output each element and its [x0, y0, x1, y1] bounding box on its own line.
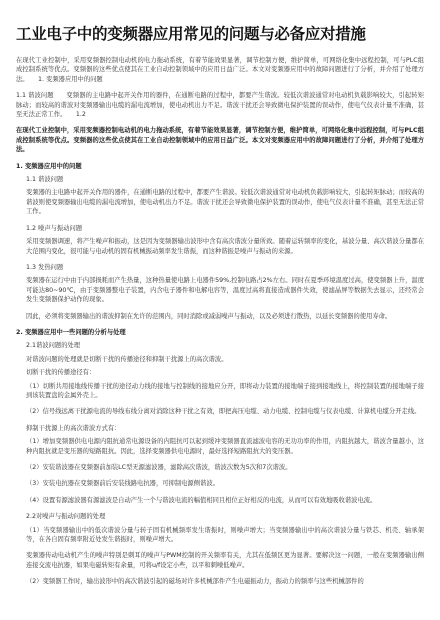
paragraph: 变频器在运行中由于内部损耗而产生热量，这种热量使电路上电器件59%,控制电路占2%左右。同时在夏季环境温度过高，使变频器上升，温度可能达80~90℃，由于变频器整电子装置，内含电子器件和电解电容等，温度过高将直接造成器件失效，使滤晶屏等数据失去显示，还经常会发生变频器保护动作的现象。	[26, 277, 424, 304]
subsection-heading: 2.1谐波问题的处理	[26, 342, 81, 350]
intro-paragraph-2: 1.1 谐波问题 变频器的主电路中起开关作用的器件，在通断电路的过程中，都要产生谐波。较低次谐波通常对电动机负载影响较大，引起转矩脉动；而较高的谐波对变频器输出电缆的漏电流增加，使电动机出力不足。谐波干扰还会导致微电保护装置的误动作，使电气仪表计量不准确，甚至无法正常工作。 1.2	[16, 92, 424, 119]
paragraph: 对谐波问题的处理就是切断干扰的传播途径和抑制干扰源上的高次谐波。	[26, 355, 228, 363]
list-item: （4）设置有源滤波器有源滤波是自动产生一个与谐波电流的幅值相同且相位正好相反的电流，从而可以有效地吸收谐波电流。	[26, 496, 377, 504]
subsection-heading: 2.2对噪声与振动问题的处理	[26, 513, 106, 521]
list-item: （2）安装谐波器在变频器前加装LC型无源滤波器，滤除高次谐波，谐波次数为5次和7次谐波。	[26, 464, 292, 471]
list-item: （2）变频器工作时，输出波形中的高次谐波引起的磁场对许多机械部件产生电磁振动力，振动力的频率与这些机械部件的	[26, 578, 364, 586]
page-title: 工业电子中的变频器应用常见的问题与必备应对措施	[16, 25, 366, 43]
bold-summary: 在现代工业控制中，采用变频器控制电动机的电力拖动系统，有着节能效果显著，调节控制方便，维护简单，可网络化集中远程控制，可与PLC组成控制系统等优点。变频器的这些优点使其在工业自动控制领域中的应用日益广泛。本文对变频器应用中的故障问题进行了分析，并介绍了处理方法。	[16, 127, 424, 154]
section-heading: 2. 变频器应用中一些问题的分析与处理	[16, 328, 126, 336]
paragraph: 变频器传动电动机产生的噪声特别是刺耳的噪声与PWM控制的开关频率有关，尤其在低频区更为显著。要解决这一问题，一般在变频器输出侧连接交流电抗器，如果电磁转矩有余量，可将u/f设定小些，以平和刺噪低噪声。	[26, 552, 424, 569]
paragraph: 抑制干扰源上的高次谐波方式有：	[26, 424, 121, 432]
list-item: （1）当变频器输出中的低次谐波分量与转子固有机械频率发生谐振时，则噪声增大；当变频器输出中的高次谐波分量与铁芯、机壳、轴承架等，在各自固有频率附近处发生谐振时，则噪声增大。	[26, 526, 424, 544]
list-item: （1）增加变频器供电电源内阻抗通常电源设备的内阻抗可以起到缓冲变频器直流滤波电容的无功功率的作用，内阻抗越大，谐波含量越小，这种内阻抗就是变压器的短路阻抗。因此，选择变频器供电电源时，最好选择短路阻抗大的变压器。	[26, 438, 424, 455]
paragraph: 因此，必须将变频器输出的谐波抑制在允许的范围内，同时消除或减弱噪声与振动，以及必须进行散热，以延长变频器的使用寿命。	[26, 312, 392, 320]
paragraph: 采用变频器调速，将产生噪声和振动，这是因为变频器输出波形中含有高次谐波分量所致。随着运转频率的变化，基波分量、高次谐波分量都在大范围内变化，很可能与电动机的固有机械振动频率发生谐振，而这种谐振是噪声与振动的来源。	[26, 238, 424, 255]
list-item: （3）安装电抗器在变频器前后安装线路电抗器，可抑制电源侧谐波。	[26, 480, 219, 488]
subsection-heading: 1.2 噪声与振动问题	[26, 224, 83, 232]
intro-paragraph: 在现代工业控制中，采用变频器控制电动机的电力拖动系统，有着节能效果显著，调节控制方便，维护简单，可网络化集中远程控制，可与PLC组成控制系统等优点。变频器的这些优点使其在工业自动控制领域中的应用日益广泛。本文对变频器应用中的故障问题进行了分析，并介绍了处理方法。 1. 变频器应用中的问题	[16, 57, 424, 83]
paragraph: 切断干扰的传播途径有：	[26, 369, 96, 377]
section-heading: 1. 变频器应用中的问题	[16, 162, 82, 170]
list-item: （2）信号线远离干扰源电流的导线布线分离对消除这种干扰之有效，即把高压电缆、动力电缆、控制电缆与仪表电缆、计算机电缆分开走线。	[26, 408, 421, 416]
paragraph: 变频器的主电路中起开关作用的器件，在通断电路的过程中，都要产生谐波。较低次谐波通常对电动机负载影响较大，引起转矩脉动；而较高的谐波则使变频器输出电缆的漏电流增加，使电动机出力不足。谐波干扰还会导致微电保护装置的误动作，使电气仪表计量不准确，甚至无法正常工作。	[26, 189, 424, 216]
subsection-heading: 1.1 谐波问题	[26, 176, 64, 184]
list-item: （1）切断共用接地线传播干扰的途径动力线的接地与控制线的接地应分开，即将动力装置的接地端子接到接地线上，将控制装置的接地端子接到该装置盘的金属外壳上。	[26, 382, 424, 399]
subsection-heading: 1.3 发热问题	[26, 263, 64, 271]
